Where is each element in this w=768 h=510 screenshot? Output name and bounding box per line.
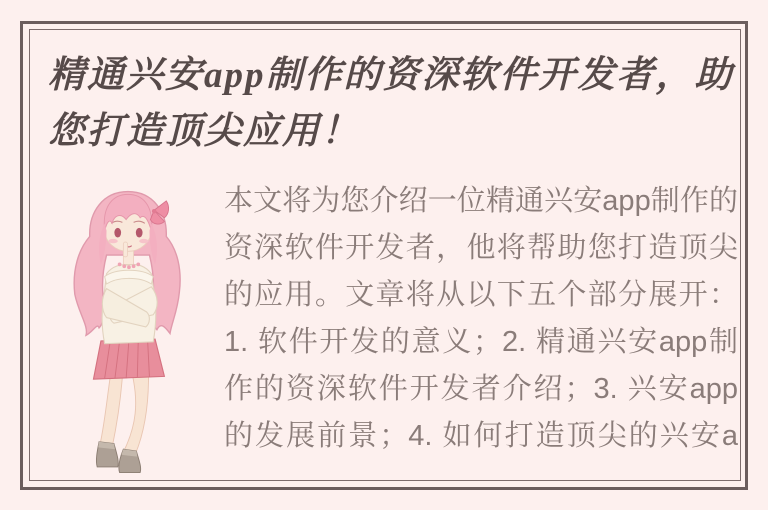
girl-sweater: [102, 264, 157, 343]
summary-line-5: 作的资深软件开发者介绍；3. 兴安app: [224, 373, 738, 405]
article-title: [48, 48, 740, 160]
anime-girl-illustration: [58, 176, 198, 476]
summary-line-6: 的发展前景；4. 如何打造顶尖的兴安a: [224, 420, 738, 452]
title-line-1: 精通兴安app制作的资深软件开发者，助: [48, 55, 734, 96]
summary-line-1: 本文将为您介绍一位精通兴安app制作的: [224, 185, 738, 217]
summary-line-4: 1. 软件开发的意义；2. 精通兴安app制: [224, 326, 738, 358]
girl-skirt: [93, 339, 164, 379]
anime-girl-drawing: [58, 176, 198, 476]
article-summary: [224, 181, 738, 463]
summary-line-3: 的应用。文章将从以下五个部分展开：: [224, 279, 738, 311]
summary-line-2: 资深软件开发者，他将帮助您打造顶尖: [224, 232, 738, 264]
title-line-2: 您打造顶尖应用！: [48, 111, 360, 152]
